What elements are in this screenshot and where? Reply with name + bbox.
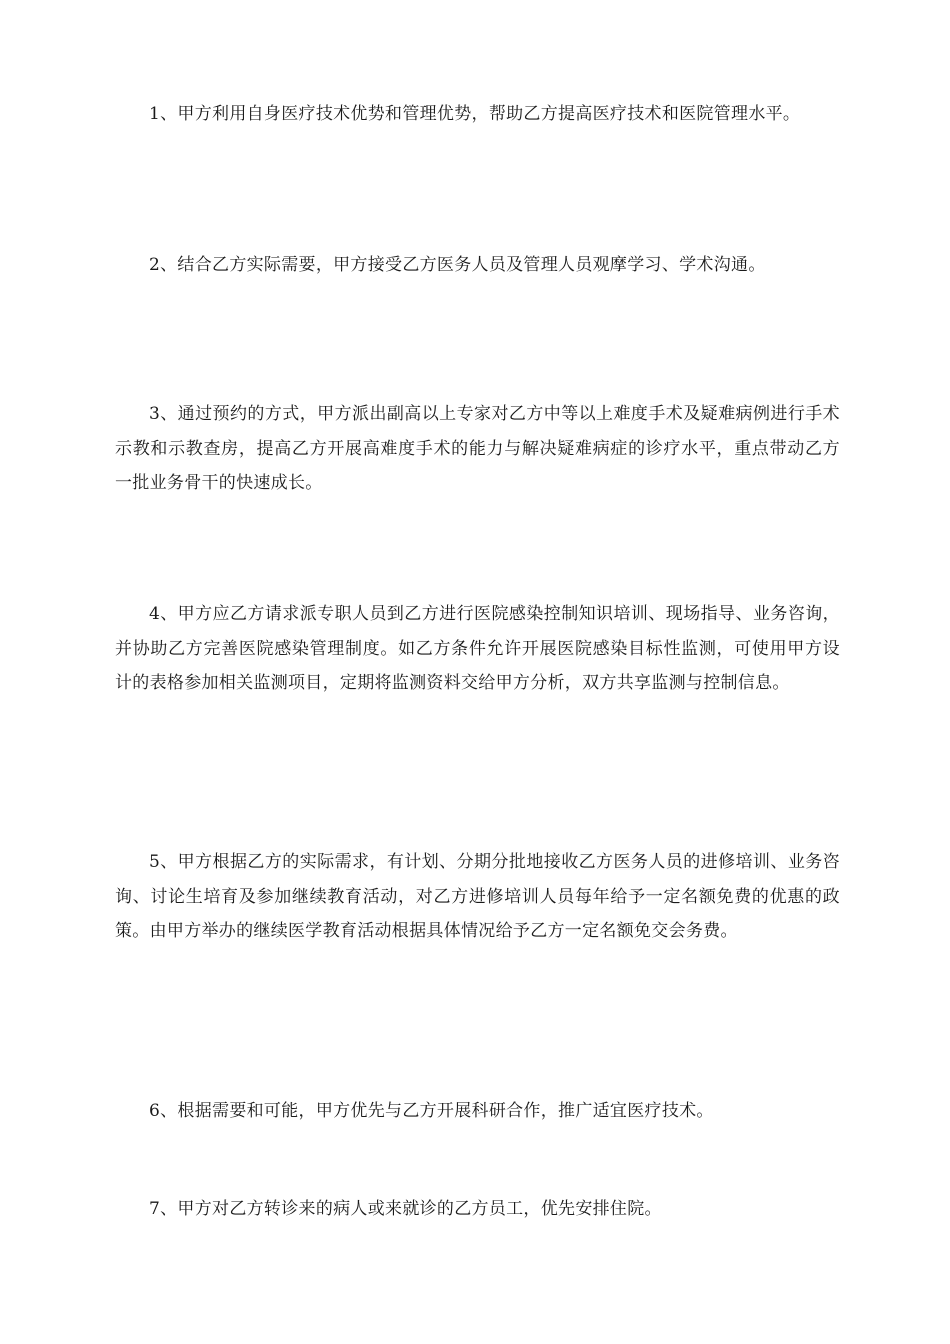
paragraph-4: 4、甲方应乙方请求派专职人员到乙方进行医院感染控制知识培训、现场指导、业务咨询，并协助乙方完善医院感染管理制度。如乙方条件允许开展医院感染目标性监测，可使用甲方设计的表格参加相关监测项目，定期将监测资料交给甲方分析，双方共享监测与控制信息。 [115, 604, 840, 693]
paragraph-5: 5、甲方根据乙方的实际需求，有计划、分期分批地接收乙方医务人员的进修培训、业务咨询、讨论生培育及参加继续教育活动，对乙方进修培训人员每年给予一定名额免费的优惠的政策。由甲方举办的继续医学教育活动根据具体情况给予乙方一定名额免交会务费。 [115, 852, 840, 941]
paragraph-7: 7、甲方对乙方转诊来的病人或来就诊的乙方员工，优先安排住院。 [149, 1199, 662, 1219]
paragraph-1: 1、甲方利用自身医疗技术优势和管理优势，帮助乙方提高医疗技术和医院管理水平。 [149, 104, 801, 124]
paragraph-6: 6、根据需要和可能，甲方优先与乙方开展科研合作，推广适宜医疗技术。 [149, 1101, 714, 1121]
paragraph-2: 2、结合乙方实际需要，甲方接受乙方医务人员及管理人员观摩学习、学术沟通。 [149, 255, 766, 275]
paragraph-3: 3、通过预约的方式，甲方派出副高以上专家对乙方中等以上难度手术及疑难病例进行手术示教和示教查房，提高乙方开展高难度手术的能力与解决疑难病症的诊疗水平，重点带动乙方一批业务骨干的快速成长。 [115, 404, 840, 493]
